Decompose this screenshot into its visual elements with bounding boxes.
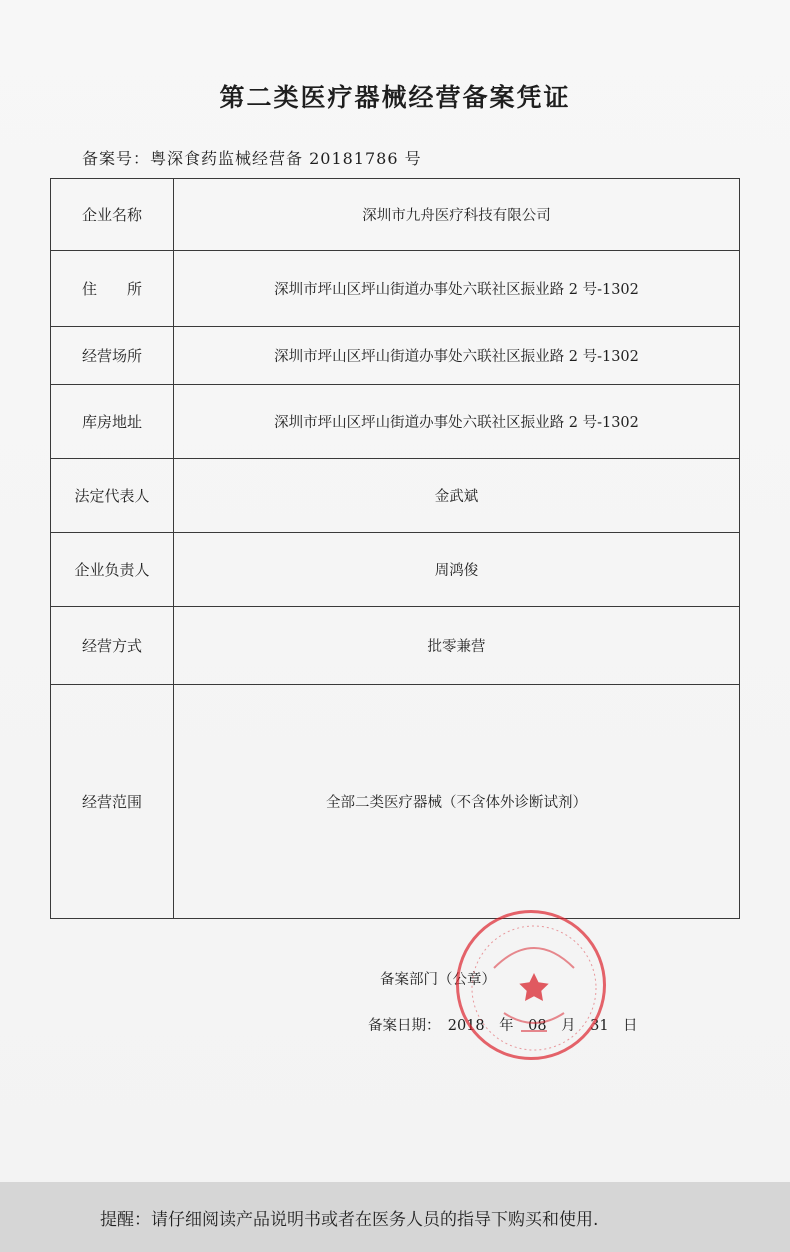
row-label: 企业名称 — [51, 179, 174, 251]
document-title: 第二类医疗器械经营备案凭证 — [219, 83, 571, 112]
table-row — [51, 533, 740, 607]
footer-tip: 提醒：请仔细阅读产品说明书或者在医务人员的指导下购买和使用. — [100, 1210, 599, 1230]
row-value: 金武斌 — [174, 459, 740, 533]
table-row — [51, 607, 740, 685]
filing-department: 备案部门（公章） — [380, 972, 496, 988]
row-label: 法定代表人 — [51, 459, 174, 533]
table-row — [51, 385, 740, 459]
row-label: 住 所 — [51, 251, 174, 327]
table-row — [51, 251, 740, 327]
row-label: 企业负责人 — [51, 533, 174, 607]
row-value: 深圳市坪山区坪山街道办事处六联社区振业路 2 号-1302 — [174, 251, 740, 327]
table-row — [51, 459, 740, 533]
record-number: 备案号：粤深食药监械经营备 20181786 号 — [82, 149, 422, 168]
row-label: 经营场所 — [51, 327, 174, 385]
row-value: 批零兼营 — [174, 607, 740, 685]
row-value: 全部二类医疗器械（不含体外诊断试剂） — [174, 685, 740, 919]
filing-date: 备案日期： 2018 年 08 月 31 日 — [368, 1018, 638, 1034]
row-value: 深圳市坪山区坪山街道办事处六联社区振业路 2 号-1302 — [174, 385, 740, 459]
row-value: 深圳市坪山区坪山街道办事处六联社区振业路 2 号-1302 — [174, 327, 740, 385]
official-seal-icon — [456, 910, 606, 1060]
row-value: 深圳市九舟医疗科技有限公司 — [174, 179, 740, 251]
row-label: 库房地址 — [51, 385, 174, 459]
table-row — [51, 327, 740, 385]
row-label: 经营范围 — [51, 685, 174, 919]
row-label: 经营方式 — [51, 607, 174, 685]
certificate-table — [50, 178, 740, 919]
row-value: 周鸿俊 — [174, 533, 740, 607]
table-row — [51, 685, 740, 919]
footer-tip-bar — [0, 1182, 790, 1252]
table-row — [51, 179, 740, 251]
